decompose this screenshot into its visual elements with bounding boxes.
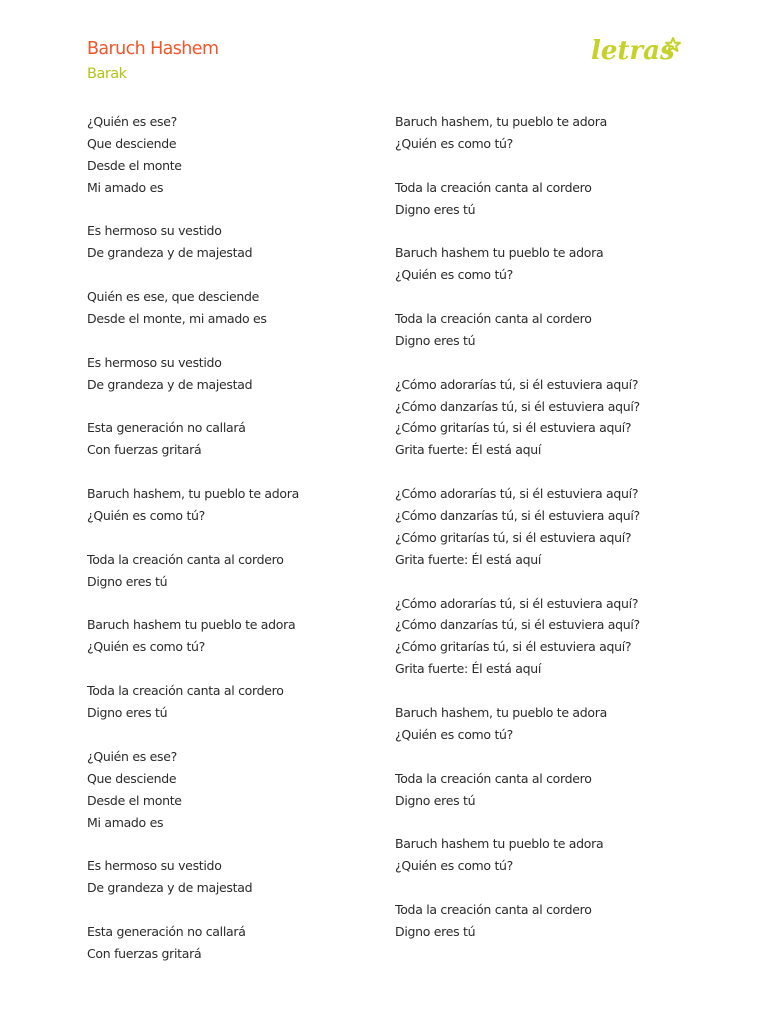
lyrics-stanza: [87, 549, 377, 593]
lyrics-stanza: [395, 177, 685, 221]
lyric-line: Digno eres tú: [87, 573, 168, 589]
lyric-line: Toda la creación canta al cordero: [395, 770, 592, 786]
lyric-line: ¿Cómo adorarías tú, si él estuviera aquí?: [395, 486, 639, 502]
lyrics-stanza: [395, 833, 685, 877]
lyric-line: De grandeza y de majestad: [87, 376, 253, 392]
lyric-line: Que desciende: [87, 770, 177, 786]
lyrics-stanza: [395, 111, 685, 155]
lyric-line: Desde el monte: [87, 157, 182, 173]
lyrics-stanza: [395, 242, 685, 286]
lyric-line: ¿Quién es como tú?: [395, 726, 514, 742]
lyric-line: Toda la creación canta al cordero: [87, 683, 284, 699]
lyric-line: Digno eres tú: [395, 201, 476, 217]
lyrics-stanza: [395, 768, 685, 812]
lyric-line: ¿Cómo danzarías tú, si él estuviera aquí?: [395, 398, 640, 414]
lyrics-stanza: [87, 614, 377, 658]
lyrics-stanza: [87, 352, 377, 396]
lyric-line: Con fuerzas gritará: [87, 442, 202, 458]
lyric-line: Esta generación no callará: [87, 923, 246, 939]
lyrics-stanza: [87, 483, 377, 527]
lyric-line: Digno eres tú: [395, 923, 476, 939]
lyric-line: De grandeza y de majestad: [87, 245, 253, 261]
lyric-line: Es hermoso su vestido: [87, 858, 222, 874]
lyric-line: Baruch hashem tu pueblo te adora: [395, 836, 604, 852]
lyric-line: Digno eres tú: [395, 792, 476, 808]
lyric-line: ¿Cómo gritarías tú, si él estuviera aquí?: [395, 639, 632, 655]
lyric-line: ¿Quién es como tú?: [395, 858, 514, 874]
lyric-line: Que desciende: [87, 135, 177, 151]
lyric-line: Mi amado es: [87, 179, 164, 195]
lyric-line: Es hermoso su vestido: [87, 354, 222, 370]
lyric-line: Baruch hashem, tu pueblo te adora: [87, 486, 299, 502]
letras-logo: [585, 30, 685, 74]
lyric-line: ¿Quién es como tú?: [395, 135, 514, 151]
lyrics-stanza: [87, 286, 377, 330]
lyric-line: De grandeza y de majestad: [87, 880, 253, 896]
lyrics-stanza: [395, 702, 685, 746]
lyric-line: Esta generación no callará: [87, 420, 246, 436]
lyric-line: ¿Quién es como tú?: [87, 639, 206, 655]
lyric-line: Toda la creación canta al cordero: [395, 179, 592, 195]
lyric-line: ¿Cómo adorarías tú, si él estuviera aquí?: [395, 376, 639, 392]
lyrics-stanza: [395, 483, 685, 571]
lyrics-stanza: [395, 308, 685, 352]
lyric-line: Grita fuerte: Él está aquí: [395, 442, 542, 458]
lyric-line: ¿Cómo danzarías tú, si él estuviera aquí?: [395, 617, 640, 633]
lyric-line: Baruch hashem, tu pueblo te adora: [395, 705, 607, 721]
lyric-line: ¿Quién es como tú?: [395, 267, 514, 283]
lyric-line: Baruch hashem tu pueblo te adora: [87, 617, 296, 633]
lyric-line: ¿Cómo adorarías tú, si él estuviera aquí?: [395, 595, 639, 611]
lyric-line: Toda la creación canta al cordero: [395, 311, 592, 327]
lyrics-stanza: [395, 899, 685, 943]
lyrics-stanza: [87, 220, 377, 264]
lyric-line: ¿Quién es como tú?: [87, 508, 206, 524]
lyric-line: Baruch hashem tu pueblo te adora: [395, 245, 604, 261]
lyric-line: ¿Quién es ese?: [87, 114, 177, 129]
lyric-line: Toda la creación canta al cordero: [87, 551, 284, 567]
lyrics-stanza: [395, 593, 685, 681]
lyric-line: Mi amado es: [87, 814, 164, 830]
lyrics-stanza: [87, 746, 377, 834]
lyric-line: ¿Cómo gritarías tú, si él estuviera aquí?: [395, 420, 632, 436]
lyrics-stanza: [87, 855, 377, 899]
lyric-line: Desde el monte, mi amado es: [87, 311, 267, 327]
lyric-line: ¿Cómo danzarías tú, si él estuviera aquí?: [395, 508, 640, 524]
lyric-line: Desde el monte: [87, 792, 182, 808]
lyric-line: Es hermoso su vestido: [87, 223, 222, 239]
lyric-line: Digno eres tú: [87, 705, 168, 721]
lyric-line: Digno eres tú: [395, 332, 476, 348]
lyrics-stanza: [87, 111, 377, 199]
lyric-line: Grita fuerte: Él está aquí: [395, 661, 542, 677]
lyric-line: Con fuerzas gritará: [87, 945, 202, 961]
logo-wordmark: letras: [591, 36, 675, 66]
lyric-line: ¿Cómo gritarías tú, si él estuviera aquí?: [395, 529, 632, 545]
lyric-line: ¿Quién es ese?: [87, 748, 177, 764]
lyrics-stanza: [87, 921, 377, 965]
lyrics-column-left: [87, 111, 377, 987]
song-title: Baruch Hashem: [87, 39, 219, 59]
lyric-line: Baruch hashem, tu pueblo te adora: [395, 114, 607, 129]
lyric-line: Grita fuerte: Él está aquí: [395, 551, 542, 567]
lyric-line: Toda la creación canta al cordero: [395, 902, 592, 918]
lyrics-column-right: [395, 111, 685, 965]
artist-name: Barak: [87, 66, 127, 82]
lyric-line: Quién es ese, que desciende: [87, 289, 259, 305]
lyrics-stanza: [395, 374, 685, 462]
lyrics-stanza: [87, 417, 377, 461]
lyrics-stanza: [87, 680, 377, 724]
